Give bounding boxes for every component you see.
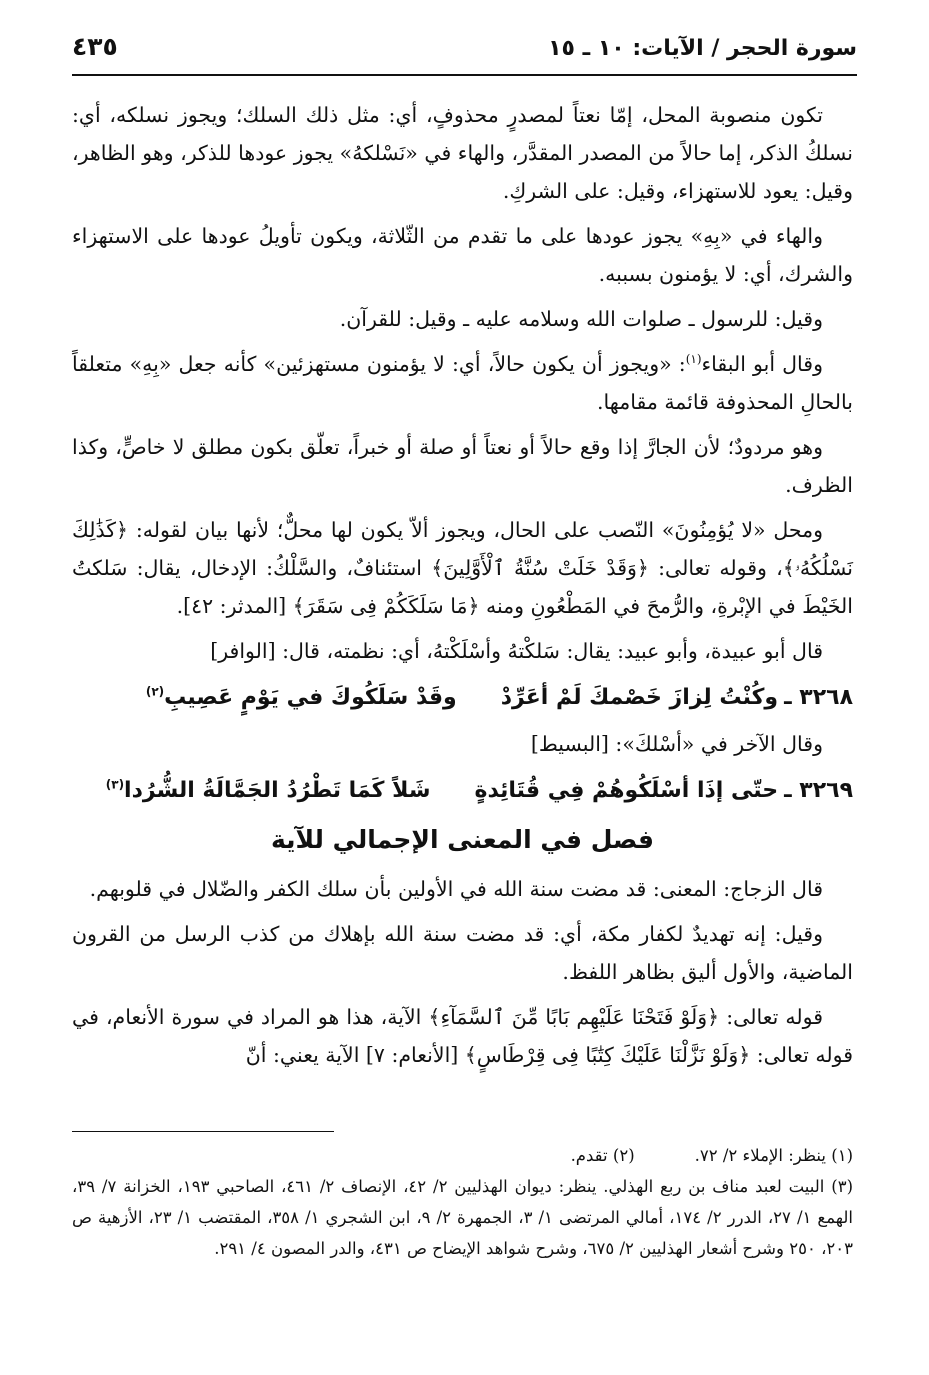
verse-number: ٣٢٦٨ ـ — [784, 685, 853, 710]
page-number: ٤٣٥ — [72, 32, 118, 61]
paragraph-11: قوله تعالى: ﴿وَلَوْ فَتَحْنَا عَلَيْهِم بَابًا مِّنَ ٱلسَّمَآءِ﴾ الآية، هذا هو المراد في سورة الأنعام، في قوله تعالى: ﴿وَلَوْ نَزَّلْنَا عَلَيْكَ كِتَٰبًا فِى قِرْطَاسٍ﴾ [الأنعام: ٧] الآية يعني: أنّ — [72, 1005, 853, 1067]
main-text — [72, 96, 853, 1081]
footnotes — [72, 1140, 853, 1264]
footnote-rule — [72, 1131, 334, 1132]
paragraph-4-rest: : «ويجوز أن يكون حالاً، أي: لا يؤمنون مستهزئين» كأنه جعل «بِهِ» متعلقاً بالحالِ المحذوفة قائمة مقامها. — [72, 352, 853, 414]
paragraph-2: والهاء في «بِهِ» يجوز عودها على ما تقدم من الثّلاثة، ويكون تأويلُ عودها على الاستهزاء والشرك، أي: لا يؤمنون بسببه. — [72, 224, 853, 286]
chapter-title: سورة الحجر / الآيات: ١٠ ـ ١٥ — [548, 36, 857, 61]
paragraph-4 — [72, 345, 853, 421]
verse-second-hemistich: شَلاً كَمَا تَطْرُدُ الجَمَّالَةُ الشُّرُدا — [124, 778, 431, 803]
paragraph-3: وقيل: للرسول ـ صلوات الله وسلامه عليه ـ وقيل: للقرآن. — [339, 307, 823, 331]
verse-3269 — [72, 770, 853, 812]
footnote-row — [72, 1140, 853, 1171]
footnote-2: (٢) تقدم. — [570, 1146, 635, 1165]
header-rule — [72, 74, 857, 76]
paragraph-9: قال الزجاج: المعنى: قد مضت سنة الله في الأولين بأن سلك الكفر والضّلال في قلوبهم. — [89, 877, 823, 901]
paragraph-6: ومحل «لا يُؤمِنُونَ» النّصب على الحال، ويجوز ألاّ يكون لها محلٌّ؛ لأنها بيان لقوله: ﴿كَذَٰلِكَ نَسْلُكُهُۥ﴾، وقوله تعالى: ﴿وَقَدْ خَلَتْ سُنَّةُ ٱلْأَوَّلِينَ﴾ استئنافٌ، والسَّلْكُ: الإدخال، يقال: سَلكتُ الخَيْطَ في الإبْرةِ، والرُّمحَ في المَطْعُونِ ومنه ﴿مَا سَلَكَكُمْ فِى سَقَرَ﴾ [المدثر: ٤٢]. — [72, 518, 853, 618]
footnote-ref-3: (٣) — [105, 777, 125, 792]
verse-3268 — [72, 677, 853, 719]
footnote-3: (٣) البيت لعبد مناف بن ربع الهذلي. ينظر: ديوان الهذليين ٢/ ٤٢، الإنصاف ٢/ ٤٦١، الصاحبي ١٩٣، الخزانة ٧/ ٣٩، الهمع ١/ ٢٧، الدرر ٢/ ١٧٤، أمالي المرتضى ١/ ٣، الجمهرة ٢/ ٩، ابن الشجري ١/ ٣٥٨، المقتضب ١/ ٢٣، الأزهية ص ٢٠٣، ٢٥٠ وشرح أشعار الهذليين ٢/ ٦٧٥، وشرح شواهد الإيضاح ص ٤٣١، والدر المصون ٤/ ٢٩١. — [72, 1177, 853, 1258]
footnote-1: (١) ينظر: الإملاء ٢/ ٧٢. — [694, 1146, 853, 1165]
paragraph-8: وقال الآخر في «أسْلكَ»: [البسيط] — [530, 732, 823, 756]
paragraph-5: وهو مردودٌ؛ لأن الجارَّ إذا وقع حالاً أو نعتاً أو صلة أو خبراً، تعلّق بكون مطلق لا خاصٍّ، وكذا الظرف. — [72, 435, 853, 497]
section-title: فصل في المعنى الإجمالي للآية — [270, 825, 655, 854]
verse-number: ٣٢٦٩ ـ — [784, 778, 853, 803]
verse-second-hemistich: وقَدْ سَلَكُوكَ في يَوْمٍ عَصِيبِ — [164, 685, 457, 710]
verse-first-hemistich: حتّى إذَا أسْلَكُوهُمْ فِي قُتَائِدةٍ — [474, 778, 779, 803]
footnote-ref-2: (٢) — [145, 684, 165, 699]
page-header — [72, 30, 857, 74]
footnote-ref-1: (١) — [685, 352, 702, 367]
verse-first-hemistich: وكُنْتُ لِزازَ خَصْمكَ لَمْ أعَرِّدْ — [500, 685, 779, 710]
paragraph-10: وقيل: إنه تهديدٌ لكفار مكة، أي: قد مضت سنة الله بإهلاك من كذب الرسل من القرون الماضية، والأول أليق بظاهر اللفظ. — [72, 922, 853, 984]
paragraph-4-start: وقال أبو البقاء — [701, 352, 824, 376]
paragraph-1: تكون منصوبة المحل، إمّا نعتاً لمصدرٍ محذوفٍ، أي: مثل ذلك السلك؛ ويجوز نسلكه، أي: نسلكُ الذكر، إما حالاً من المصدر المقدَّر، والهاء في «نَسْلكهُ» يجوز عودها للذكر، وهو الظاهر، وقيل: يعود للاستهزاء، وقيل: على الشركِ. — [72, 103, 853, 203]
paragraph-7: قال أبو عبيدة، وأبو عبيد: يقال: سَلكْتهُ وأسْلَكْتهُ، أي: نظمته، قال: [الوافر] — [210, 639, 823, 663]
